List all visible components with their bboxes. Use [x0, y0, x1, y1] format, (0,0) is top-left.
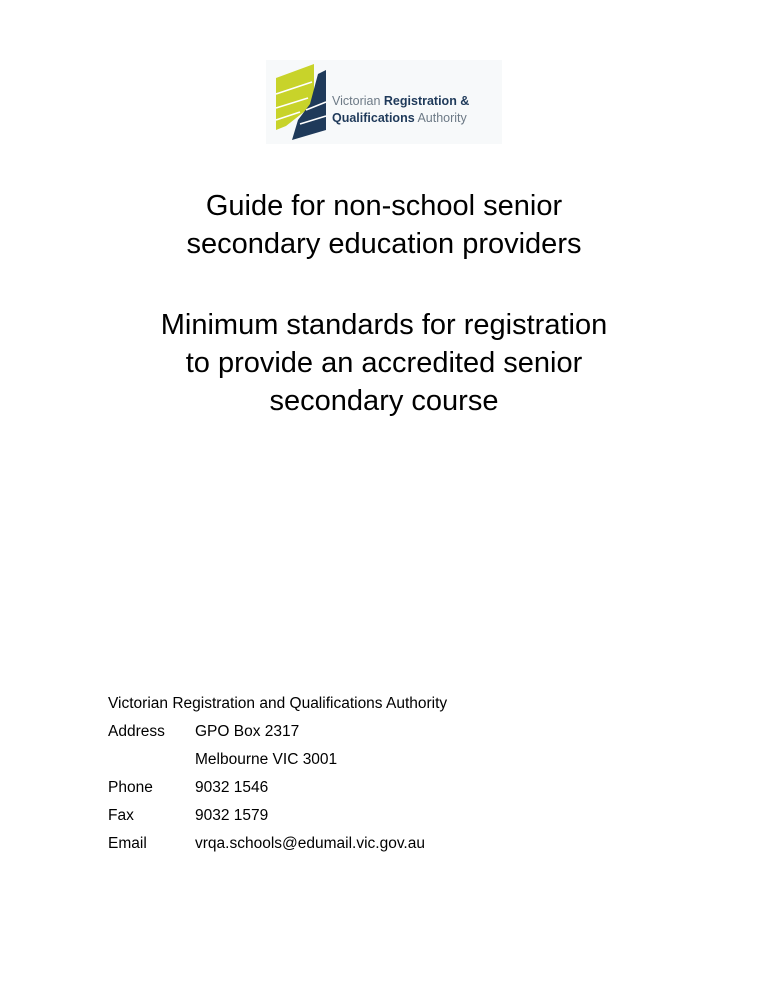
title-line: Guide for non-school senior — [205, 190, 563, 222]
logo-text: Registration & — [383, 94, 470, 108]
address-value: GPO Box 2317 — [195, 723, 300, 740]
title-line: secondary education providers — [186, 228, 582, 260]
contact-details — [108, 690, 447, 858]
fax-value: 9032 1579 — [195, 807, 269, 824]
logo-text: Qualifications — [332, 111, 415, 125]
subtitle-line: to provide an accredited senior — [185, 347, 583, 379]
logo-wordmark — [332, 93, 469, 127]
subtitle-line: Minimum standards for registration — [160, 309, 608, 341]
phone-value: 9032 1546 — [195, 779, 269, 796]
email-label: Email — [108, 835, 147, 852]
phone-label: Phone — [108, 779, 153, 796]
subtitle-line: secondary course — [269, 385, 499, 417]
document-subtitle — [0, 306, 768, 420]
vrqa-logo — [266, 60, 502, 144]
email-value[interactable]: vrqa.schools@edumail.vic.gov.au — [195, 835, 425, 852]
address-value: Melbourne VIC 3001 — [195, 751, 338, 768]
logo-text: Authority — [417, 111, 467, 125]
vrqa-logo-mark-icon — [272, 64, 332, 142]
organisation-name: Victorian Registration and Qualifications Authority — [108, 695, 448, 712]
document-title — [0, 187, 768, 263]
address-label: Address — [108, 723, 165, 740]
fax-label: Fax — [108, 807, 134, 824]
logo-text: Victorian — [332, 94, 381, 108]
